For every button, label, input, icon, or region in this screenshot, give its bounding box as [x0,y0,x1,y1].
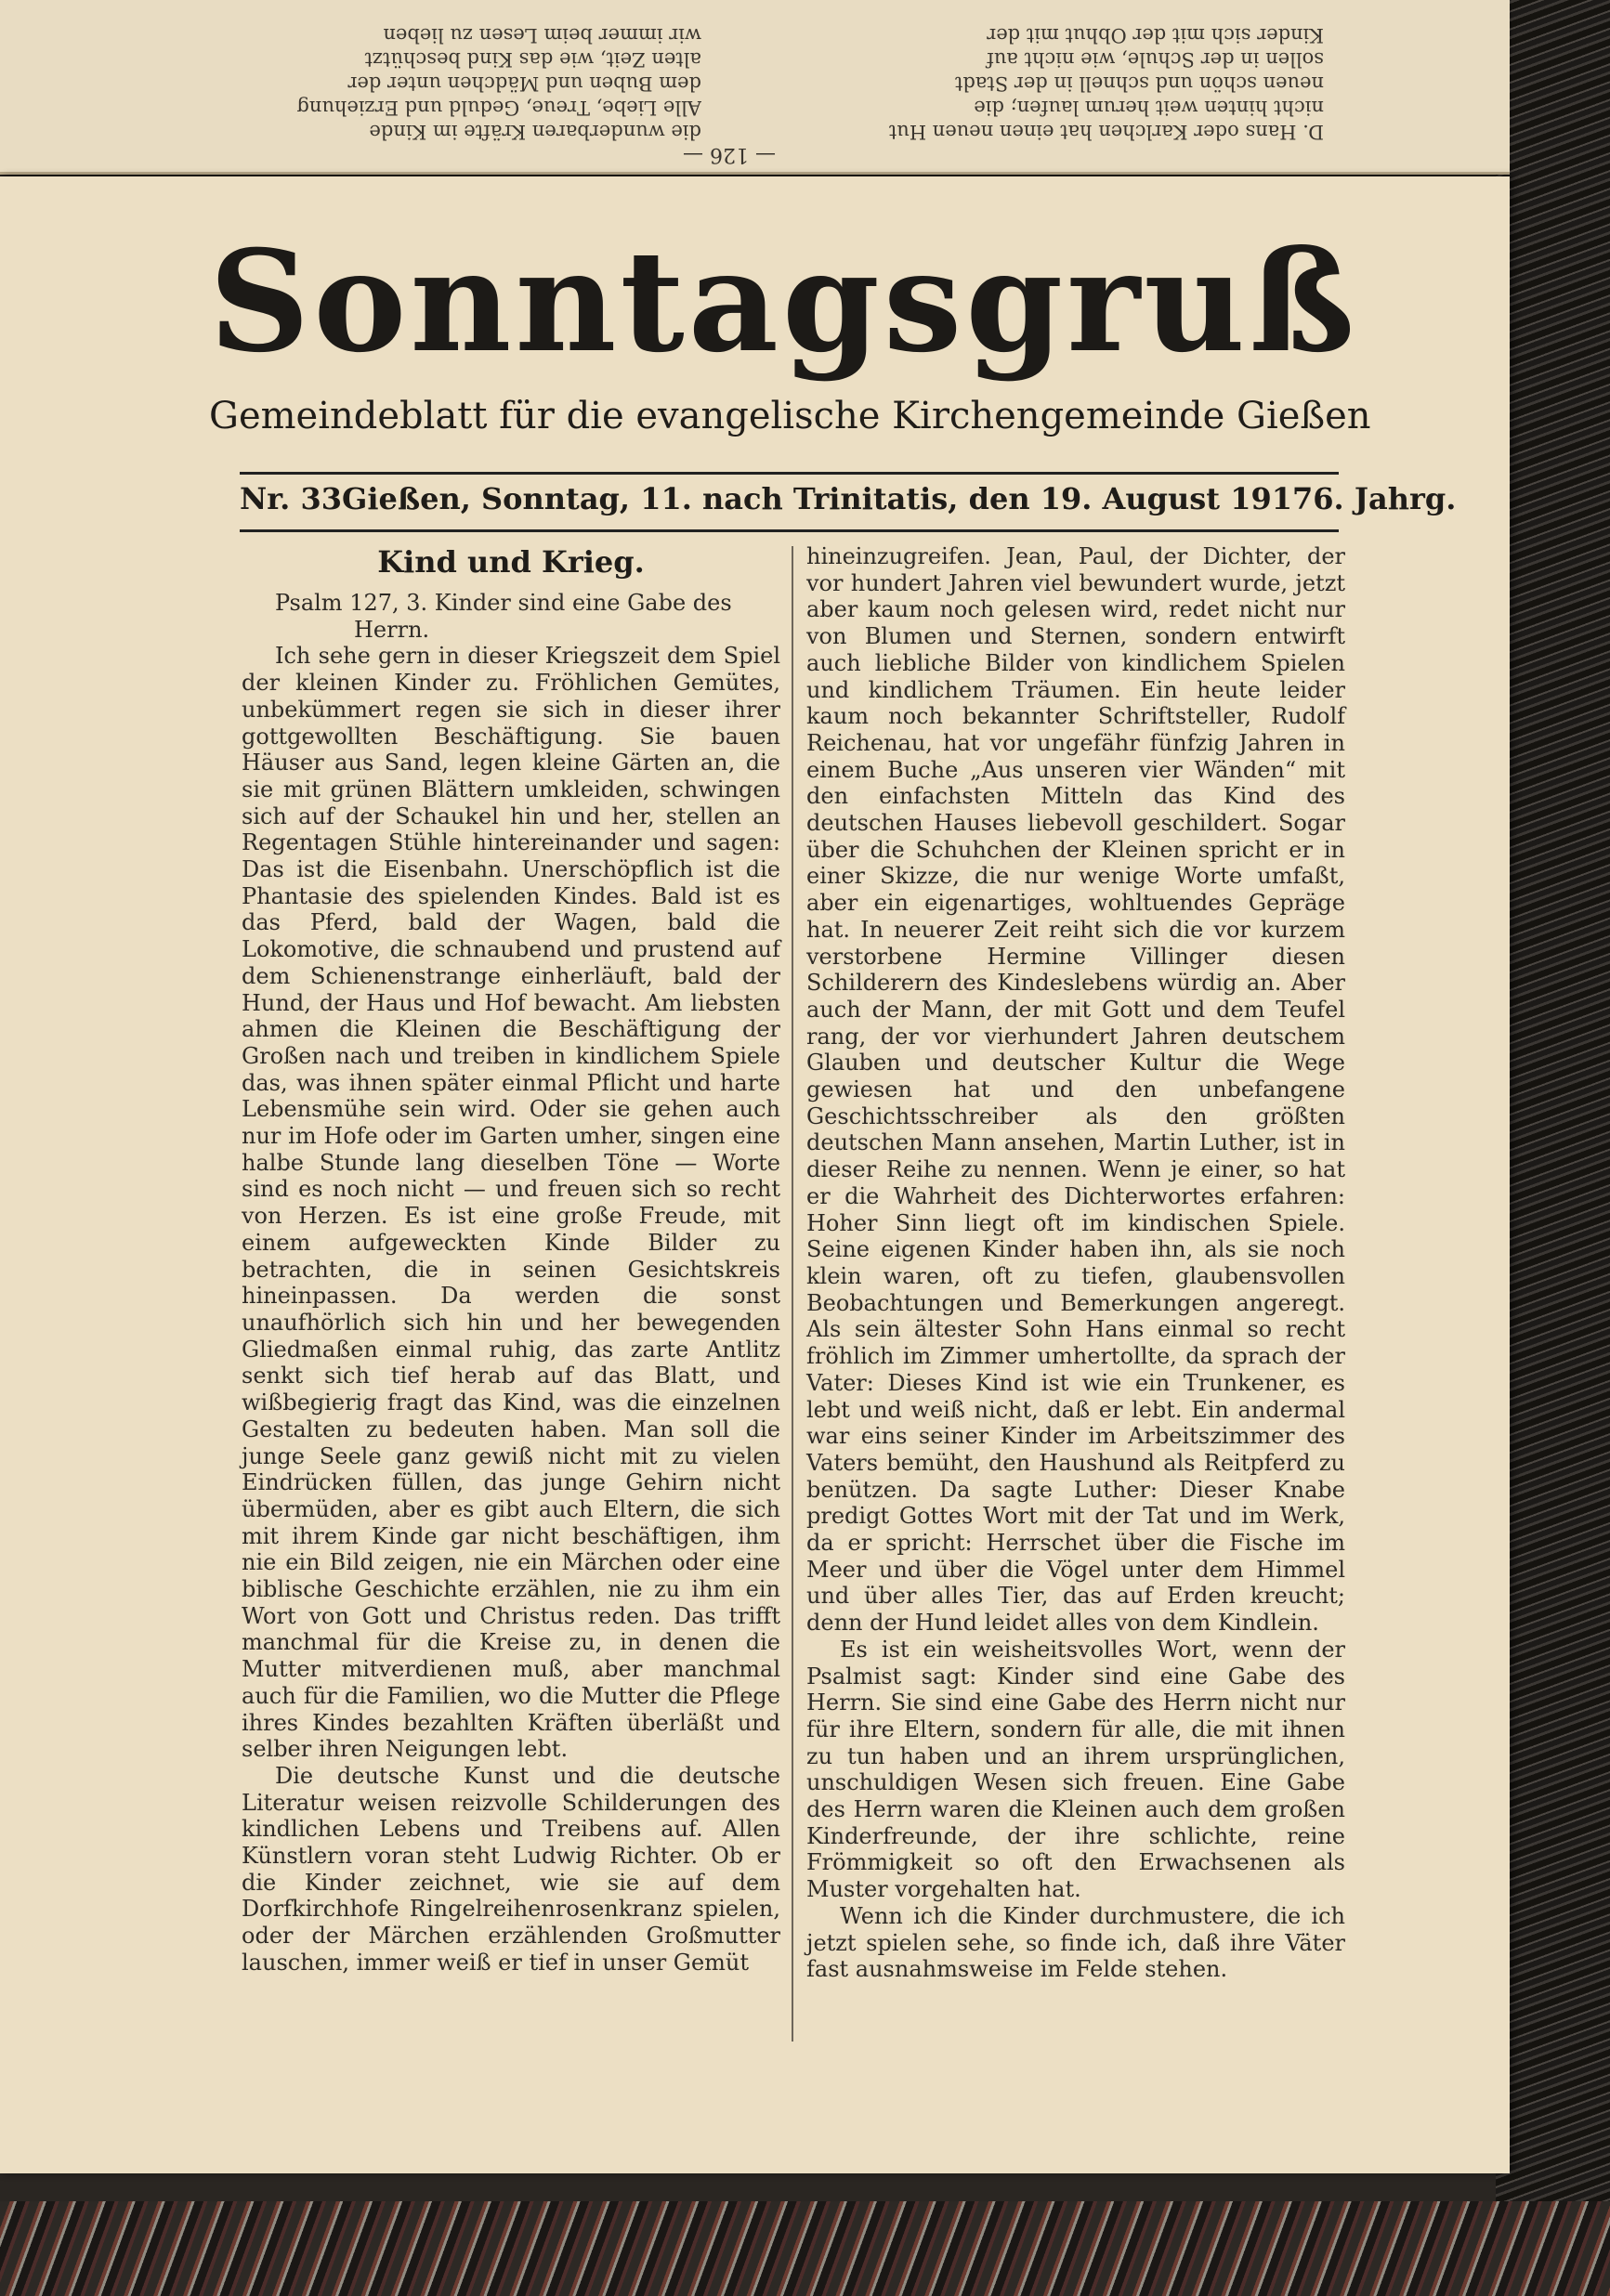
previous-page-inverted [0,0,1510,172]
issue-number: Nr. 33 [240,481,342,516]
book-binding [1496,0,1610,2296]
issue-year: 6. Jahrg. [1313,481,1457,516]
article-paragraph: Die deutsche Kunst und die deutsche Literatur weisen reizvolle Schilderungen des kindlichen Lebens und Treibens auf. Allen Künstlern voran steht Ludwig Richter. Ob er die Kinder zeichnet, wie sie auf dem Dorfkirchhofe Ringelreihenrosenkranz spielen, oder der Märchen erzählenden Großmutter lauschen, immer weiß er tief in unser Gemüt [242,1762,780,1976]
article-column-right [806,543,1345,1983]
column-divider [792,546,793,2042]
masthead-subtitle: Gemeindeblatt für die evangelische Kirchengemeinde Gießen [209,395,1371,437]
previous-page-column-a: D. Hans oder Karlchen hat einen neuen Hut nicht hinten weit herum laufen; die neuen schön und schnell in der Stadt sollen in der Schule, wie nicht auf Kinder sich mit der Obhut mit der [888,24,1324,143]
issue-place-date: Gießen, Sonntag, 11. nach Trinitatis, den 19. August 1917 [341,481,1314,516]
issue-line [240,481,1457,516]
article-epigraph: Psalm 127, 3. Kinder sind eine Gabe des Herrn. [275,590,732,643]
masthead-title: Sonntagsgruß [209,220,1359,384]
previous-page-number: — 126 — [683,143,776,166]
article-column-left [242,543,780,1976]
header-rule-bottom [240,529,1339,532]
article-paragraph: hineinzugreifen. Jean, Paul, der Dichter, der vor hundert Jahren viel bewundert wurde, jetzt aber kaum noch gelesen wird, redet nicht nur von Blumen und Sternen, sondern entwirft auch liebliche Bilder von kindlichem Spielen und kindlichem Träumen. Ein heute leider kaum noch bekannter Schriftsteller, Rudolf Reichenau, hat vor ungefähr fünfzig Jahren in einem Buche „Aus unseren vier Wänden“ mit den einfachsten Mitteln das Kind des deutschen Hauses liebevoll geschildert. Sogar über die Schuhchen der Kleinen spricht er in einer Skizze, die nur wenige Worte umfaßt, aber ein eigenartiges, wohltuendes Gepräge hat. In neuerer Zeit reiht sich die vor kurzem verstorbene Hermine Villinger diesen Schilderern des Kindeslebens würdig an. Aber auch der Mann, der mit Gott und dem Teufel rang, der vor vierhundert Jahren deutschem Glauben und deutscher Kultur die Wege gewiesen hat und den unbefangene Geschichtsschreiber als den größten deutschen Mann ansehen, Martin Luther, ist in dieser Reihe zu nennen. Wenn je einer, so hat er die Wahrheit des Dichterwortes erfahren: Hoher Sinn liegt oft im kindischen Spiele. Seine eigenen Kinder haben ihn, als sie noch klein waren, oft zu tiefen, glaubensvollen Beobachtungen und Bemerkungen angeregt. Als sein ältester Sohn Hans einmal so recht fröhlich im Zimmer umhertollte, da sprach der Vater: Dieses Kind ist wie ein Trunkener, es lebt und weiß nicht, daß er lebt. Ein andermal war eins seiner Kinder im Arbeitszimmer des Vaters bemüht, den Haushund als Reitpferd zu benützen. Da sagte Luther: Dieser Knabe predigt Gottes Wort mit der Tat und im Werk, da er spricht: Herrschet über die Fische im Meer und über die Vögel unter dem Himmel und über alles Tier, das auf Erden kreucht; denn der Hund leidet alles von dem Kindlein. [806,543,1345,1637]
newspaper-page [0,176,1510,2173]
marbled-endpaper [0,2201,1610,2296]
article-title: Kind und Krieg. [377,544,645,580]
previous-page-column-b: die wunderbaren Kräfte im Kinde Alle Liebe, Treue, Geduld und Erziehung dem Buben und Mädchen unter der alten Zeit, wie das Kind beschützt wir immer beim Lesen zu lieben [296,24,701,143]
article-paragraph: Es ist ein weisheitsvolles Wort, wenn der Psalmist sagt: Kinder sind eine Gabe des Herrn. Sie sind eine Gabe des Herrn nicht nur für ihre Eltern, sondern für alle, die mit ihnen zu tun haben und an ihrem ursprünglichen, unschuldigen Wesen sich freuen. Eine Gabe des Herrn waren die Kleinen auch dem großen Kinderfreunde, der ihre schlichte, reine Frömmigkeit so oft den Erwachsenen als Muster vorgehalten hat. [806,1636,1345,1903]
header-rule-top [240,472,1339,475]
previous-page-strip [0,0,1510,175]
article-paragraph: Ich sehe gern in dieser Kriegszeit dem Spiel der kleinen Kinder zu. Fröhlichen Gemütes, unbekümmert regen sie sich in dieser ihrer gottgewollten Beschäftigung. Sie bauen Häuser aus Sand, legen kleine Gärten an, die sie mit grünen Blättern umkleiden, schwingen sich auf der Schaukel hin und her, stellen an Regentagen Stühle hintereinander und sagen: Das ist die Eisenbahn. Unerschöpflich ist die Phantasie des spielenden Kindes. Bald ist es das Pferd, bald der Wagen, bald die Lokomotive, die schnaubend und prustend auf dem Schienenstrange einherläuft, bald der Hund, der Haus und Hof bewacht. Am liebsten ahmen die Kleinen die Beschäftigung der Großen nach und treiben in kindlichem Spiele das, was ihnen später einmal Pflicht und harte Lebensmühe sein wird. Oder sie gehen auch nur im Hofe oder im Garten umher, singen eine halbe Stunde lang dieselben Töne — Worte sind es noch nicht — und freuen sich so recht von Herzen. Es ist eine große Freude, mit einem aufgeweckten Kinde Bilder zu betrachten, die in seinen Gesichtskreis hineinpassen. Da werden die sonst unaufhörlich sich hin und her bewegenden Gliedmaßen einmal ruhig, das zarte Antlitz senkt sich tief herab auf das Blatt, und wißbegierig fragt das Kind, was die einzelnen Gestalten zu bedeuten haben. Man soll die junge Seele ganz gewiß nicht mit zu vielen Eindrücken füllen, das junge Gehirn nicht übermüden, aber es gibt auch Eltern, die sich mit ihrem Kinde gar nicht beschäftigen, ihm nie ein Bild zeigen, nie ein Märchen oder eine biblische Geschichte erzählen, nie zu ihm ein Wort von Gott und Christus reden. Das trifft manchmal für die Kreise zu, in denen die Mutter mitverdienen muß, aber manchmal auch für die Familien, wo die Mutter die Pflege ihres Kindes bezahlten Kräften überläßt und selber ihren Neigungen lebt. [242,643,780,1763]
article-paragraph: Wenn ich die Kinder durchmustere, die ich jetzt spielen sehe, so finde ich, daß ihre Väter fast ausnahmsweise im Felde stehen. [806,1902,1345,1983]
